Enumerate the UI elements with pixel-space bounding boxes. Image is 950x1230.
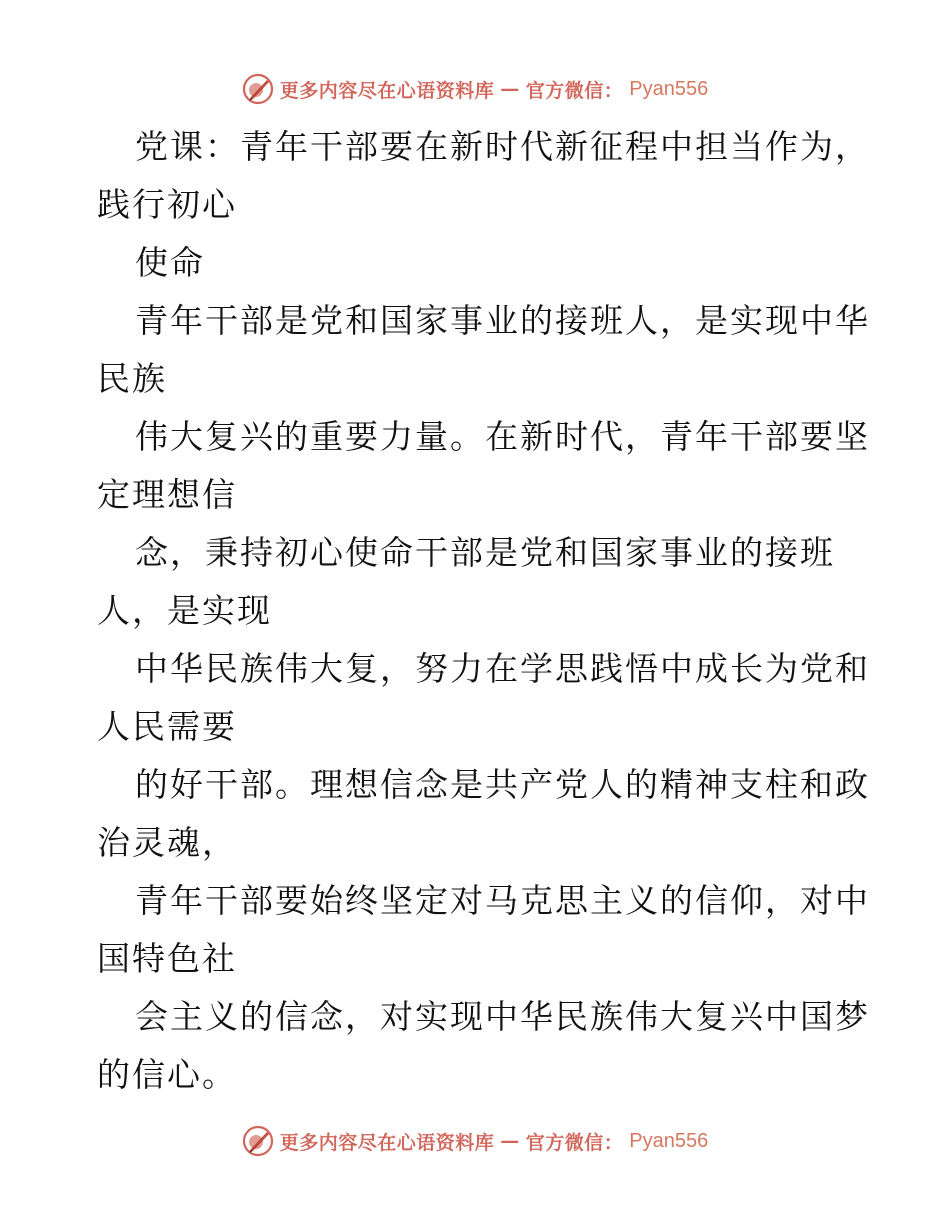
footer-watermark bbox=[0, 1124, 950, 1158]
pen-logo-icon bbox=[242, 73, 274, 105]
text-line: 践行初心 bbox=[97, 185, 237, 224]
text-line: 青年干部要始终坚定对马克思主义的信仰，对中 bbox=[135, 881, 870, 920]
watermark-brand: 更多内容尽在心语资料库 bbox=[279, 79, 495, 102]
header-watermark bbox=[0, 72, 950, 106]
text-line: 使命 bbox=[135, 243, 205, 282]
watermark-dash: — bbox=[500, 1130, 520, 1152]
text-line: 人，是实现 bbox=[97, 591, 272, 630]
text-line: 的好干部。理想信念是共产党人的精神支柱和政 bbox=[135, 765, 870, 804]
text-line: 伟大复兴的重要力量。在新时代，青年干部要坚 bbox=[135, 417, 870, 456]
pen-logo-icon bbox=[242, 1125, 274, 1157]
watermark-label: 官方微信： bbox=[525, 1131, 624, 1154]
watermark-wechat-id: Pyan556 bbox=[629, 77, 709, 100]
watermark-wechat-id: Pyan556 bbox=[629, 1129, 709, 1152]
text-line: 民族 bbox=[97, 359, 167, 398]
watermark-label: 官方微信： bbox=[525, 79, 624, 102]
watermark-brand: 更多内容尽在心语资料库 bbox=[279, 1131, 495, 1154]
text-line: 青年干部是党和国家事业的接班人，是实现中华 bbox=[135, 301, 870, 340]
text-line: 念，秉持初心使命干部是党和国家事业的接班 bbox=[135, 533, 835, 572]
text-line: 国特色社 bbox=[97, 939, 237, 978]
text-line: 治灵魂， bbox=[97, 823, 237, 862]
title-line: 党课：青年干部要在新时代新征程中担当作为， bbox=[135, 127, 870, 166]
document-body bbox=[97, 118, 870, 1104]
text-line: 定理想信 bbox=[97, 475, 237, 514]
text-line: 中华民族伟大复，努力在学思践悟中成长为党和 bbox=[135, 649, 870, 688]
watermark-dash: — bbox=[500, 78, 520, 100]
text-line: 的信心。 bbox=[97, 1055, 237, 1094]
text-line: 会主义的信念，对实现中华民族伟大复兴中国梦 bbox=[135, 997, 870, 1036]
text-line: 人民需要 bbox=[97, 707, 237, 746]
